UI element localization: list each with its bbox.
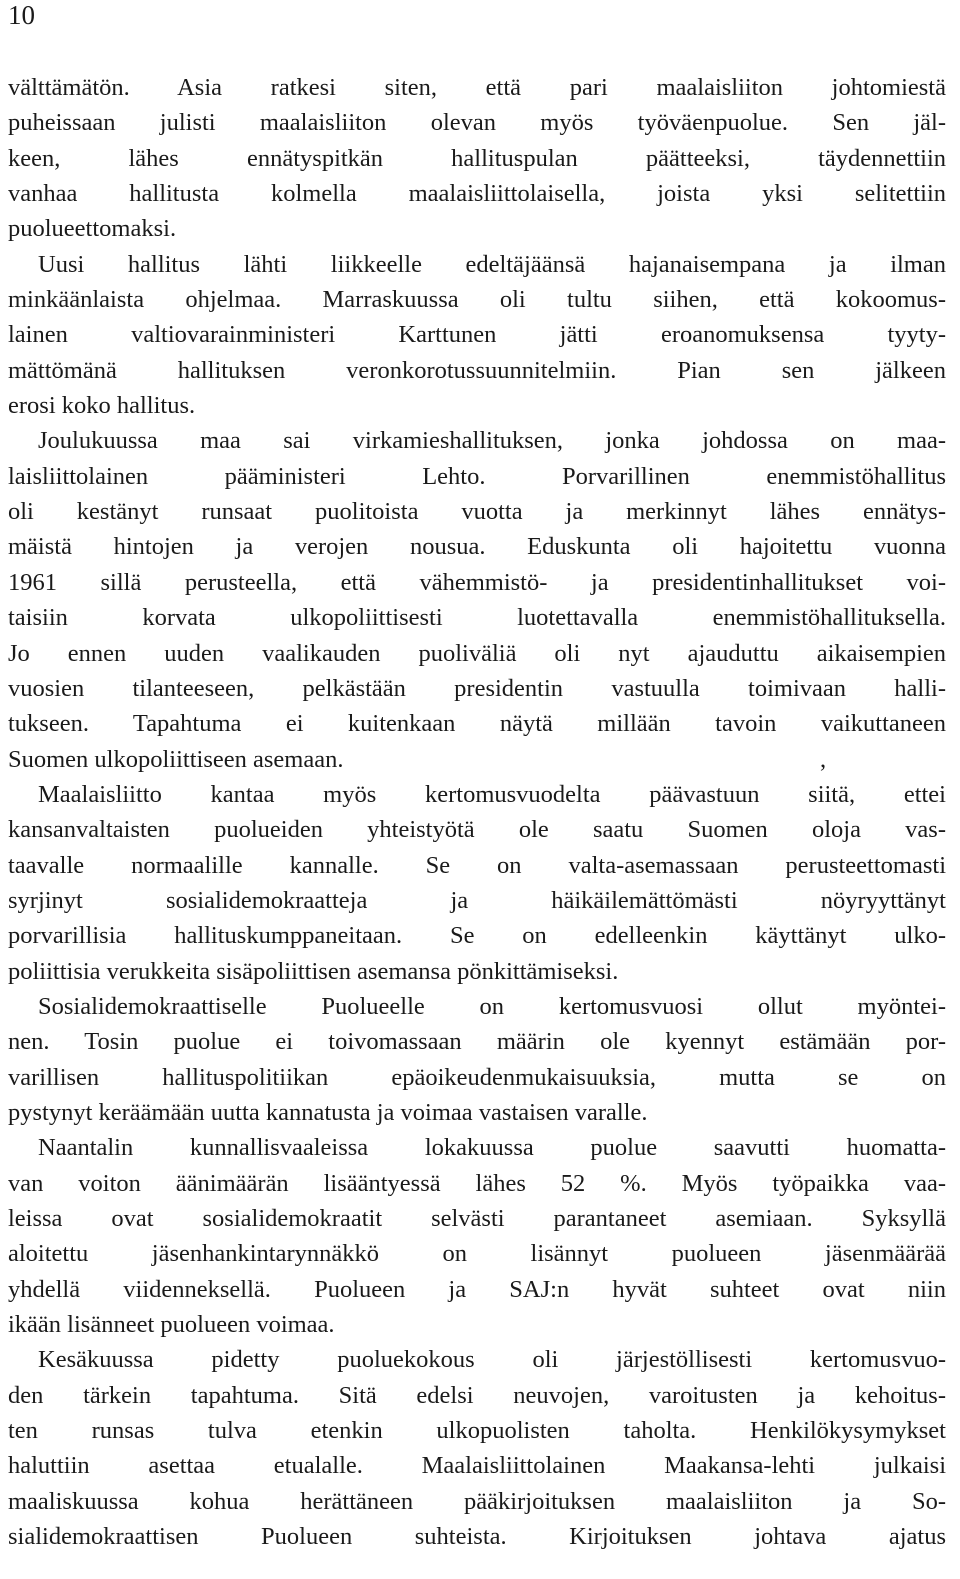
text-line bbox=[8, 742, 946, 777]
text-line-content: taisiin korvata ulkopoliittisesti luotettavalla enemmistöhallituksella. bbox=[8, 604, 946, 632]
text-line-content: porvarillisia hallituskumppaneitaan. Se on edelleenkin käyttänyt ulko- bbox=[8, 922, 946, 950]
text-line bbox=[8, 388, 946, 423]
text-line-content: minkäänlaista ohjelmaa. Marraskuussa oli tultu siihen, että kokoomus- bbox=[8, 286, 946, 314]
text-line-content: maaliskuussa kohua herättäneen pääkirjoituksen maalaisliiton ja So- bbox=[8, 1487, 946, 1515]
text-line bbox=[8, 141, 946, 176]
text-line bbox=[8, 1060, 946, 1095]
text-line bbox=[8, 777, 946, 812]
text-line-content: kansanvaltaisten puolueiden yhteistyötä ole saatu Suomen oloja vas- bbox=[8, 816, 946, 844]
text-line bbox=[8, 812, 946, 847]
text-line bbox=[8, 282, 946, 317]
text-line-content: vuosien tilanteeseen, pelkästään presidentin vastuulla toimivaan halli- bbox=[8, 674, 946, 702]
text-line-content: den tärkein tapahtuma. Sitä edelsi neuvojen, varoitusten ja kehoitus- bbox=[8, 1381, 946, 1409]
text-line-content: Jo ennen uuden vaalikauden puoliväliä oli nyt ajauduttu aikaisempien bbox=[8, 639, 946, 667]
text-line bbox=[8, 1519, 946, 1554]
text-line bbox=[8, 70, 946, 105]
body-text bbox=[8, 70, 946, 1554]
text-line-content: nen. Tosin puolue ei toivomassaan määrin ole kyennyt estämään por- bbox=[8, 1028, 946, 1056]
text-line bbox=[8, 1307, 946, 1342]
text-line-content: mäistä hintojen ja verojen nousua. Eduskunta oli hajoitettu vuonna bbox=[8, 533, 946, 561]
text-line-content: erosi koko hallitus. bbox=[8, 392, 196, 420]
text-line bbox=[8, 989, 946, 1024]
text-line bbox=[8, 317, 946, 352]
text-line bbox=[8, 1166, 946, 1201]
text-line bbox=[8, 565, 946, 600]
stray-comma-mark: , bbox=[820, 745, 827, 773]
text-line bbox=[8, 918, 946, 953]
text-line bbox=[8, 1448, 946, 1483]
text-line bbox=[8, 1378, 946, 1413]
text-line-content: poliittisia verukkeita sisäpoliittisen asemansa pönkittämiseksi. bbox=[8, 957, 619, 985]
text-line-content: puheissaan julisti maalaisliiton olevan myös työväenpuolue. Sen jäl- bbox=[8, 109, 946, 137]
text-line bbox=[8, 1236, 946, 1271]
text-line-content: laisliittolainen pääministeri Lehto. Porvarillinen enemmistöhallitus bbox=[8, 462, 946, 490]
text-line-content: Joulukuussa maa sai virkamieshallituksen, jonka johdossa on maa- bbox=[38, 427, 946, 455]
text-line bbox=[8, 1095, 946, 1130]
text-line bbox=[8, 423, 946, 458]
text-line-content: oli kestänyt runsaat puolitoista vuotta ja merkinnyt lähes ennätys- bbox=[8, 498, 946, 526]
text-line bbox=[8, 883, 946, 918]
text-line-content: pystynyt keräämään uutta kannatusta ja voimaa vastaisen varalle. bbox=[8, 1098, 648, 1126]
text-line-content: van voiton äänimäärän lisääntyessä lähes 52 %. Myös työpaikka vaa- bbox=[8, 1169, 946, 1197]
text-line-content: leissa ovat sosialidemokraatit selvästi parantaneet asemiaan. Syksyllä bbox=[8, 1205, 946, 1232]
text-line bbox=[8, 459, 946, 494]
text-line bbox=[8, 1272, 946, 1307]
text-line-content: Naantalin kunnallisvaaleissa lokakuussa puolue saavutti huomatta- bbox=[38, 1134, 946, 1162]
text-line bbox=[8, 105, 946, 140]
text-line-content: ten runsas tulva etenkin ulkopuolisten taholta. Henkilökysymykset bbox=[8, 1417, 946, 1445]
text-line bbox=[8, 176, 946, 211]
text-line bbox=[8, 353, 946, 388]
text-line-content: puolueettomaksi. bbox=[8, 215, 177, 243]
text-line bbox=[8, 1342, 946, 1377]
text-line bbox=[8, 1484, 946, 1519]
text-line-content: taavalle normaalille kannalle. Se on valta-asemassaan perusteettomasti bbox=[8, 851, 946, 879]
text-line bbox=[8, 671, 946, 706]
text-line-content: varillisen hallituspolitiikan epäoikeudenmukaisuuksia, mutta se on bbox=[8, 1063, 946, 1091]
text-line bbox=[8, 494, 946, 529]
text-line-content: Suomen ulkopoliittiseen asemaan. bbox=[8, 745, 344, 773]
text-line-content: aloitettu jäsenhankintarynnäkkö on lisännyt puolueen jäsenmäärää bbox=[8, 1240, 946, 1268]
text-line-content: yhdellä viidenneksellä. Puolueen ja SAJ:n hyvät suhteet ovat niin bbox=[8, 1275, 946, 1303]
text-line bbox=[8, 1413, 946, 1448]
text-line-content: Kesäkuussa pidetty puoluekokous oli järjestöllisesti kertomusvuo- bbox=[38, 1346, 946, 1374]
text-line-content: tukseen. Tapahtuma ei kuitenkaan näytä millään tavoin vaikuttaneen bbox=[8, 710, 946, 738]
page-number: 10 bbox=[8, 0, 35, 30]
text-line bbox=[8, 1201, 946, 1236]
text-line bbox=[8, 954, 946, 989]
text-line-content: välttämätön. Asia ratkesi siten, että pari maalaisliiton johtomiestä bbox=[8, 74, 946, 101]
text-line bbox=[8, 1130, 946, 1165]
text-line-content: Maalaisliitto kantaa myös kertomusvuodelta päävastuun siitä, ettei bbox=[38, 780, 946, 808]
text-line-content: vanhaa hallitusta kolmella maalaisliittolaisella, joista yksi selitettiin bbox=[8, 180, 946, 208]
text-line bbox=[8, 848, 946, 883]
text-line bbox=[8, 1024, 946, 1059]
text-line-content: haluttiin asettaa etualalle. Maalaisliittolainen Maakansa-lehti julkaisi bbox=[8, 1452, 946, 1480]
text-line bbox=[8, 636, 946, 671]
text-line-content: keen, lähes ennätyspitkän hallituspulan päätteeksi, täydennettiin bbox=[8, 144, 946, 172]
text-line-content: syrjinyt sosialidemokraatteja ja häikäilemättömästi nöyryyttänyt bbox=[8, 886, 946, 914]
text-line-content: ikään lisänneet puolueen voimaa. bbox=[8, 1311, 335, 1339]
text-line bbox=[8, 247, 946, 282]
text-line bbox=[8, 211, 946, 246]
text-line bbox=[8, 600, 946, 635]
text-line-content: sialidemokraattisen Puolueen suhteista. Kirjoituksen johtava ajatus bbox=[8, 1523, 946, 1551]
text-line bbox=[8, 529, 946, 564]
text-line-content: lainen valtiovarainministeri Karttunen jätti eroanomuksensa tyyty- bbox=[8, 321, 946, 349]
text-line-content: 1961 sillä perusteella, että vähemmistö- ja presidentinhallitukset voi- bbox=[8, 568, 946, 596]
text-line bbox=[8, 706, 946, 741]
text-line-content: Uusi hallitus lähti liikkeelle edeltäjäänsä hajanaisempana ja ilman bbox=[38, 250, 946, 278]
text-line-content: mättömänä hallituksen veronkorotussuunnitelmiin. Pian sen jälkeen bbox=[8, 356, 946, 384]
text-line-content: Sosialidemokraattiselle Puolueelle on kertomusvuosi ollut myöntei- bbox=[38, 992, 946, 1020]
